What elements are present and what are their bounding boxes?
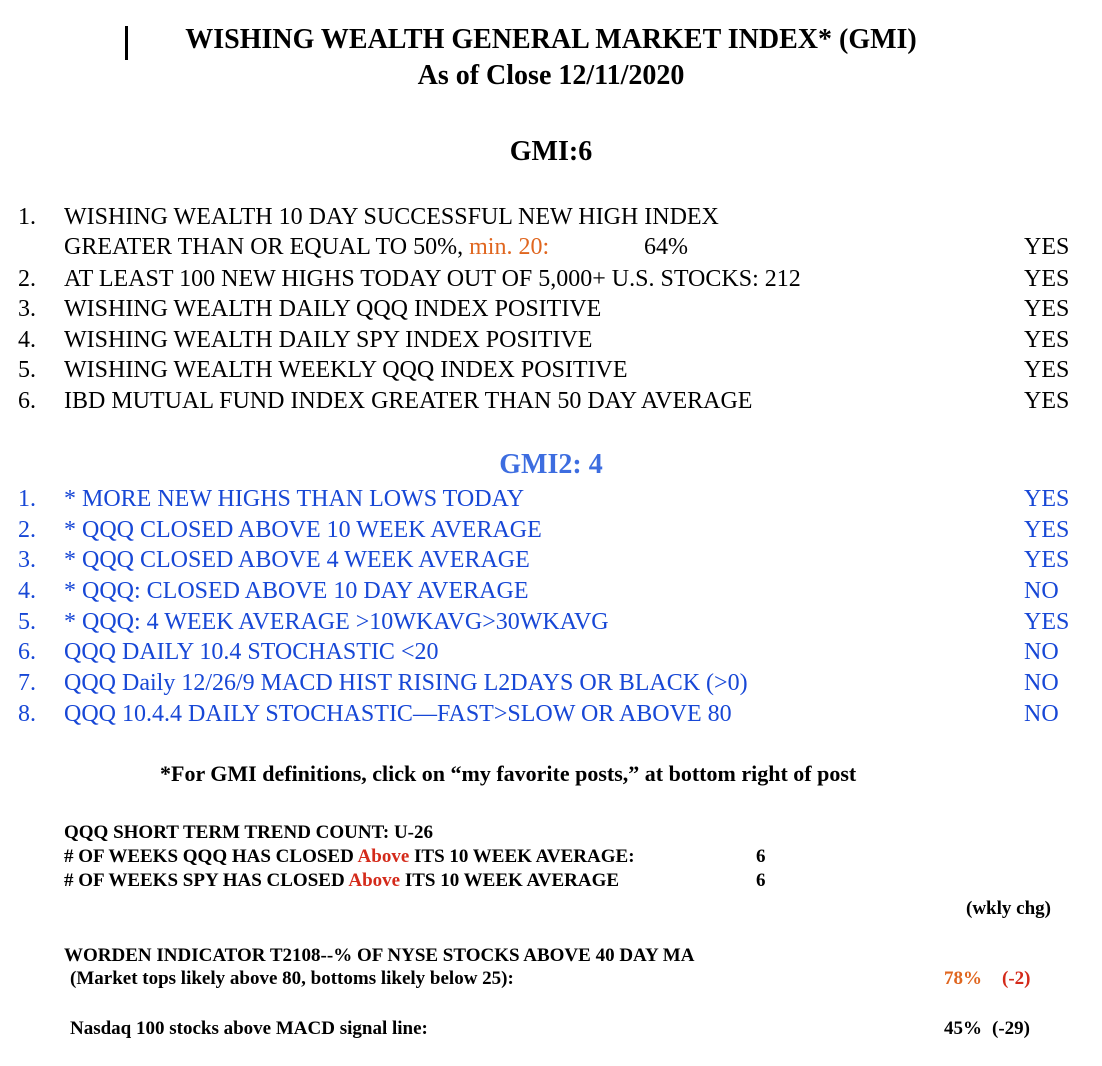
page-subtitle: As of Close 12/11/2020 (417, 60, 685, 91)
page-title: WISHING WEALTH GENERAL MARKET INDEX* (GMI) (185, 24, 917, 55)
gmi2-item (0, 668, 1102, 698)
item-answer: YES (1024, 357, 1070, 383)
item-text-prefix: GREATER THAN OR EQUAL TO 50%, (64, 234, 470, 260)
item-answer: YES (1024, 327, 1070, 353)
item-text: QQQ DAILY 10.4 STOCHASTIC <20 (64, 639, 439, 665)
item-answer: NO (1024, 701, 1059, 727)
gmi-item (0, 264, 1102, 294)
item-number: 4. (18, 578, 36, 604)
item-answer: NO (1024, 670, 1059, 696)
item-answer: YES (1024, 388, 1070, 414)
above-label: Above (348, 870, 401, 891)
gmi-item (0, 355, 1102, 385)
item-number: 2. (18, 266, 36, 292)
gmi2-score: GMI2: 4 (499, 449, 603, 480)
gmi2-item (0, 607, 1102, 637)
item-number: 1. (18, 486, 36, 512)
item-number: 6. (18, 639, 36, 665)
gmi2-item (0, 637, 1102, 667)
nasdaq-macd-change: (-29) (992, 1018, 1030, 1039)
item-text: * QQQ: CLOSED ABOVE 10 DAY AVERAGE (64, 578, 529, 604)
spy-weeks-prefix: # OF WEEKS SPY HAS CLOSED (64, 870, 349, 891)
gmi-item (0, 386, 1102, 416)
item-number: 7. (18, 670, 36, 696)
qqq-weeks-suffix: ITS 10 WEEK AVERAGE: (409, 846, 635, 867)
gmi-item (0, 294, 1102, 324)
gmi2-item (0, 515, 1102, 545)
item-text: QQQ 10.4.4 DAILY STOCHASTIC—FAST>SLOW OR ABOVE 80 (64, 701, 732, 727)
item-number: 5. (18, 357, 36, 383)
gmi-score: GMI:6 (509, 136, 593, 167)
gmi2-item (0, 484, 1102, 514)
item-number: 3. (18, 547, 36, 573)
spy-weeks-value: 6 (756, 870, 766, 891)
nasdaq-macd-label: Nasdaq 100 stocks above MACD signal line: (70, 1018, 428, 1039)
item-answer: YES (1024, 266, 1070, 292)
above-label: Above (357, 846, 410, 867)
item-number: 2. (18, 517, 36, 543)
item-number: 3. (18, 296, 36, 322)
gmi2-item (0, 699, 1102, 729)
gmi-footnote: *For GMI definitions, click on “my favorite posts,” at bottom right of post (160, 761, 857, 786)
qqq-weeks-value: 6 (756, 846, 766, 867)
item-answer: NO (1024, 639, 1059, 665)
item-text: IBD MUTUAL FUND INDEX GREATER THAN 50 DAY AVERAGE (64, 388, 753, 414)
qqq-weeks-above (64, 846, 635, 868)
item-text: AT LEAST 100 NEW HIGHS TODAY OUT OF 5,000+ U.S. STOCKS: 212 (64, 266, 801, 292)
item-text: * QQQ: 4 WEEK AVERAGE >10WKAVG>30WKAVG (64, 609, 609, 635)
item-answer: YES (1024, 547, 1070, 573)
gmi-item (0, 325, 1102, 355)
item-text: * MORE NEW HIGHS THAN LOWS TODAY (64, 486, 525, 512)
item-number: 1. (18, 204, 36, 230)
item-text: WISHING WEALTH DAILY SPY INDEX POSITIVE (64, 327, 593, 353)
item-text: QQQ Daily 12/26/9 MACD HIST RISING L2DAYS OR BLACK (>0) (64, 670, 748, 696)
item-text: WISHING WEALTH WEEKLY QQQ INDEX POSITIVE (64, 357, 628, 383)
qqq-weeks-prefix: # OF WEEKS QQQ HAS CLOSED (64, 846, 358, 867)
worden-change: (-2) (1002, 968, 1031, 989)
worden-indicator-label: WORDEN INDICATOR T2108--% OF NYSE STOCKS ABOVE 40 DAY MA (64, 945, 695, 966)
weekly-change-header: (wkly chg) (966, 898, 1051, 919)
gmi-item (0, 202, 1102, 262)
item-answer: YES (1024, 517, 1070, 543)
spy-weeks-above (64, 870, 619, 892)
nasdaq-macd-value: 45% (944, 1018, 982, 1039)
item-text-line2 (64, 232, 549, 262)
item-answer: YES (1024, 234, 1070, 260)
gmi2-item (0, 576, 1102, 606)
item-answer: YES (1024, 296, 1070, 322)
item-answer: YES (1024, 486, 1070, 512)
item-number: 4. (18, 327, 36, 353)
item-text: * QQQ CLOSED ABOVE 4 WEEK AVERAGE (64, 547, 530, 573)
item-text: WISHING WEALTH 10 DAY SUCCESSFUL NEW HIGH INDEX (64, 204, 719, 230)
item-answer: YES (1024, 609, 1070, 635)
item-value: 64% (644, 234, 688, 260)
item-number: 6. (18, 388, 36, 414)
item-number: 8. (18, 701, 36, 727)
item-number: 5. (18, 609, 36, 635)
gmi2-item (0, 545, 1102, 575)
worden-value: 78% (944, 968, 982, 989)
item-answer: NO (1024, 578, 1059, 604)
trend-count: QQQ SHORT TERM TREND COUNT: U-26 (64, 822, 433, 843)
spy-weeks-suffix: ITS 10 WEEK AVERAGE (400, 870, 620, 891)
min-label: min. 20: (469, 234, 550, 260)
item-text: WISHING WEALTH DAILY QQQ INDEX POSITIVE (64, 296, 602, 322)
item-text: * QQQ CLOSED ABOVE 10 WEEK AVERAGE (64, 517, 542, 543)
worden-indicator-note: (Market tops likely above 80, bottoms likely below 25): (70, 968, 514, 989)
